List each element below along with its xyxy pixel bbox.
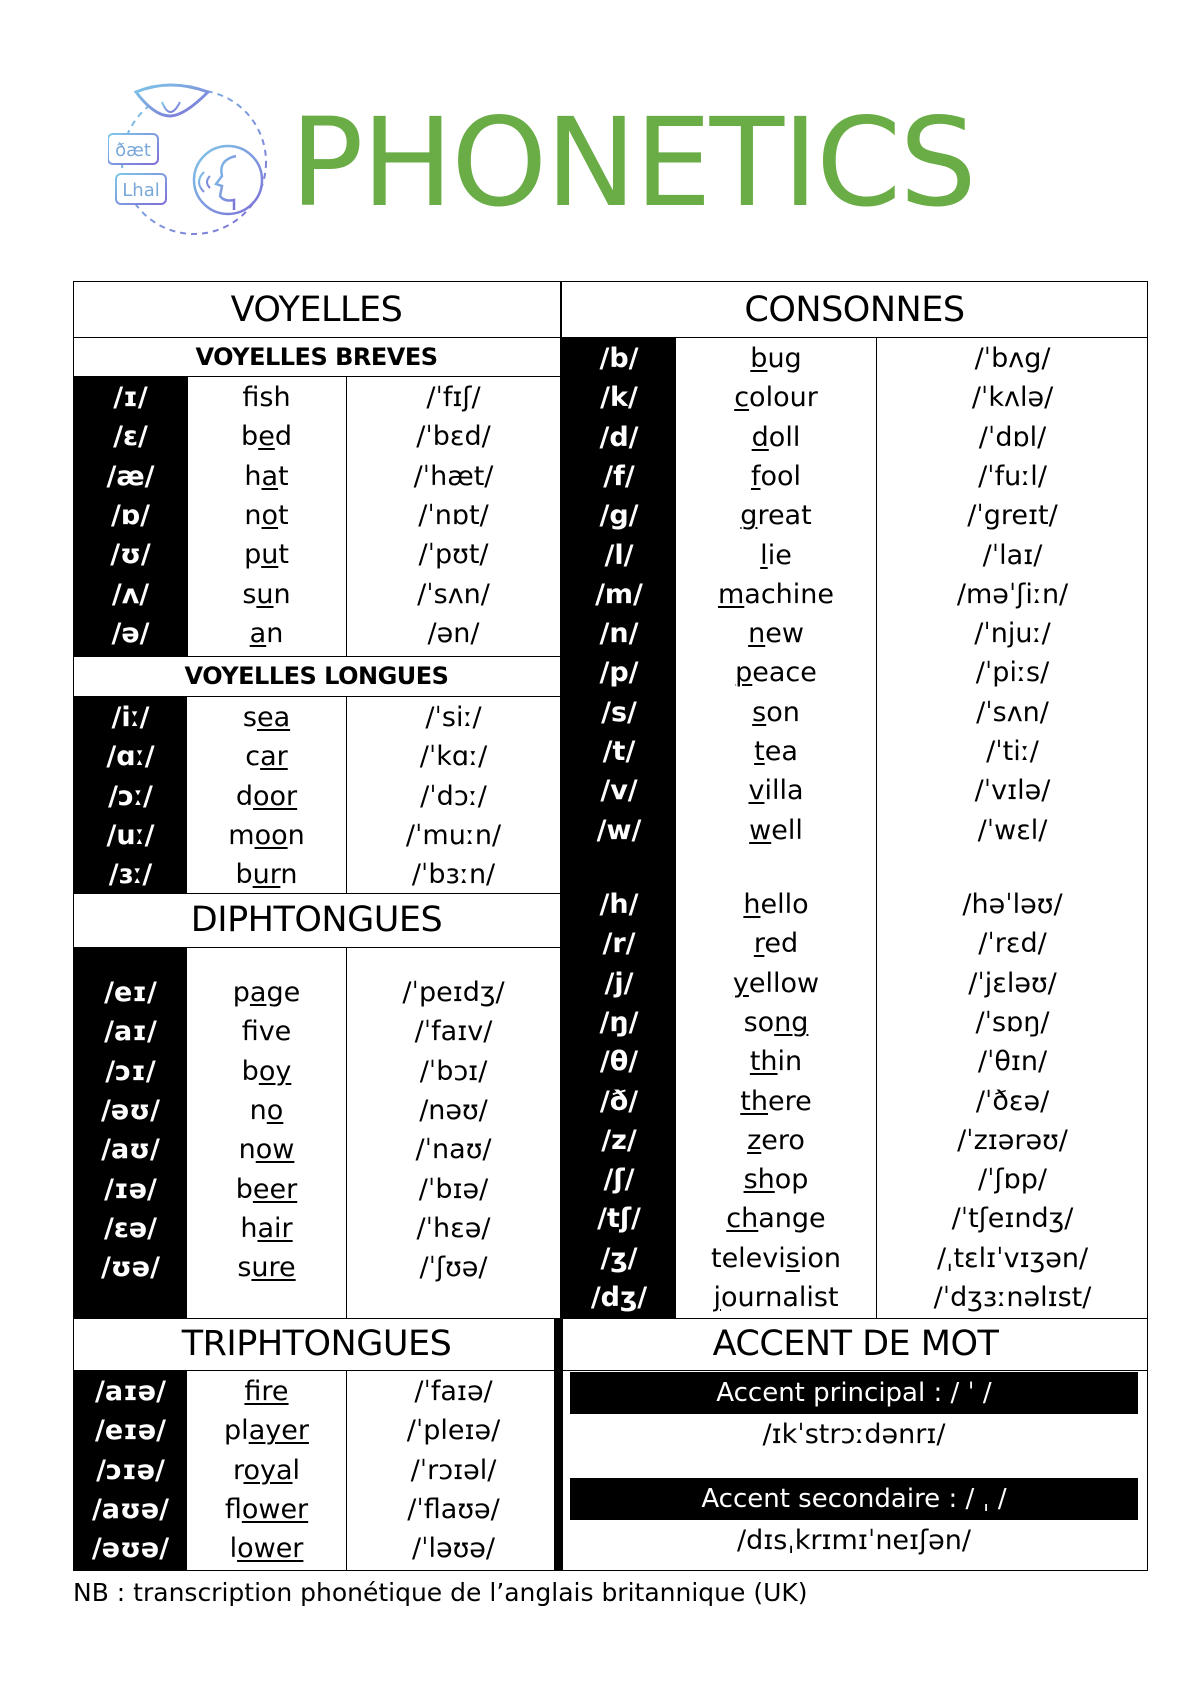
transcription: /ˈðɛə/ — [975, 1085, 1050, 1117]
example-word: no — [249, 1094, 284, 1126]
highlighted-sound: sh — [743, 1164, 775, 1196]
word-stress-title: ACCENT DE MOT — [712, 1324, 999, 1364]
consonant-row — [0, 457, 1200, 496]
consonant-row — [0, 811, 1200, 850]
example-word: red — [753, 928, 799, 960]
consonant-row — [0, 1160, 1200, 1199]
example-word: tea — [754, 736, 798, 767]
transcription: /ˈpleɪə/ — [406, 1415, 501, 1447]
highlighted-sound: j — [713, 1282, 721, 1313]
short-vowels-title: VOYELLES BREVES — [195, 343, 438, 371]
example-word: beer — [235, 1173, 298, 1205]
transcription: /ˌtɛlɪˈvɪʒən/ — [936, 1242, 1089, 1274]
ipa-symbol: /ɔɪə/ — [96, 1454, 165, 1486]
ipa-symbol: /ɑː/ — [106, 741, 155, 773]
ipa-symbol: /f/ — [603, 460, 635, 492]
highlighted-sound: s — [785, 1242, 800, 1274]
ipa-symbol: /θ/ — [599, 1046, 639, 1078]
example-word: thin — [749, 1046, 803, 1078]
transcription: /ˈmuːn/ — [405, 819, 502, 851]
transcription: /ˈhæt/ — [413, 460, 494, 492]
highlighted-sound: ayer — [248, 1415, 309, 1447]
ipa-symbol: /g/ — [599, 500, 639, 532]
transcription: /ˈfaɪə/ — [414, 1376, 493, 1407]
highlighted-sound: y — [732, 967, 749, 999]
transcription: /ˈfaɪv/ — [414, 1016, 493, 1048]
ipa-symbol: /ɜː/ — [108, 859, 153, 891]
example-word: doll — [751, 421, 801, 453]
example-word: colour — [734, 382, 818, 414]
highlighted-sound: fire — [244, 1376, 289, 1407]
consonants-title: CONSONNES — [744, 290, 965, 330]
example-word: machine — [717, 578, 835, 610]
example-word: television — [710, 1242, 841, 1274]
highlighted-sound: h — [743, 889, 761, 920]
example-word: sea — [242, 702, 291, 733]
ipa-symbol: /r/ — [602, 928, 636, 960]
highlighted-sound: ower — [241, 1493, 309, 1525]
consonant-row — [0, 378, 1200, 417]
ipa-symbol: /ɛə/ — [103, 1212, 158, 1244]
ipa-symbol: /ʊə/ — [101, 1252, 160, 1284]
highlighted-sound: g — [740, 500, 758, 532]
transcription: /həˈləʊ/ — [962, 889, 1063, 920]
example-word: zero — [747, 1124, 805, 1156]
example-word: journalist — [713, 1282, 839, 1313]
highlighted-sound: oya — [243, 1454, 293, 1486]
example-word: peace — [735, 657, 817, 689]
consonant-row — [0, 732, 1200, 771]
transcription: /ˈgreɪt/ — [967, 500, 1058, 532]
consonant-row — [0, 964, 1200, 1003]
highlighted-sound: e — [258, 421, 275, 453]
highlighted-sound: a — [249, 617, 267, 649]
page-title: PHONETICS — [290, 92, 975, 234]
transcription: /ˈpʊt/ — [418, 539, 489, 571]
triphthongs-title: TRIPHTONGUES — [181, 1324, 452, 1364]
consonant-row — [0, 693, 1200, 732]
consonant-row — [0, 339, 1200, 378]
highlighted-sound: ea — [256, 702, 291, 733]
highlighted-sound: z — [747, 1124, 762, 1156]
highlighted-sound: u — [256, 578, 274, 610]
highlighted-sound: oy — [258, 1055, 292, 1087]
transcription: /ˈsɒŋ/ — [975, 1006, 1050, 1038]
transcription: /ˈsʌn/ — [417, 578, 490, 610]
highlighted-sound: eer — [252, 1173, 298, 1205]
vowels-title: VOYELLES — [230, 290, 403, 330]
primary-stress-example: /ɪkˈstrɔːdənrɪ/ — [762, 1419, 946, 1450]
ipa-symbol: /d/ — [599, 421, 639, 453]
highlighted-sound: l — [760, 539, 768, 571]
example-word: burn — [235, 859, 298, 891]
example-word: lie — [760, 539, 792, 571]
example-word: hair — [240, 1212, 293, 1244]
highlighted-sound: ng — [774, 1006, 809, 1038]
transcription: /ˈdʒɜːnəlɪst/ — [933, 1282, 1092, 1313]
transcription: /ˈʃʊə/ — [419, 1252, 488, 1284]
example-word: fsh — [242, 382, 291, 413]
ipa-symbol: /uː/ — [106, 819, 155, 851]
footnote: NB : transcription phonétique de l’anglais britannique (UK) — [73, 1578, 808, 1607]
ipa-symbol: /ɛ/ — [113, 421, 148, 453]
transcription: /ˈbɔɪ/ — [419, 1055, 488, 1087]
transcription: /ˈfuːl/ — [978, 460, 1047, 492]
example-word: player — [224, 1415, 309, 1447]
example-word: villa — [748, 775, 804, 807]
transcription: /ˈdɒl/ — [978, 421, 1047, 453]
highlighted-sound: s — [752, 696, 767, 728]
consonant-row — [0, 1082, 1200, 1121]
ipa-symbol: /w/ — [596, 814, 642, 846]
ipa-symbol: /n/ — [599, 618, 639, 650]
ipa-symbol: /iː/ — [111, 702, 150, 733]
ipa-symbol: /ɪə/ — [104, 1173, 157, 1205]
highlighted-sound: u — [261, 539, 279, 571]
transcription: /ˈnɒt/ — [418, 499, 489, 531]
highlighted-sound: o — [266, 1094, 284, 1126]
ipa-symbol: /aʊ/ — [101, 1134, 160, 1166]
transcription: /ˈvɪlə/ — [974, 775, 1051, 807]
example-word: not — [244, 499, 289, 531]
highlighted-sound: ure — [251, 1252, 296, 1284]
example-word: moon — [228, 819, 305, 851]
ipa-symbol: /əʊə/ — [91, 1533, 170, 1565]
primary-stress-label: Accent principal : / ˈ / — [570, 1372, 1138, 1414]
example-word: fve — [241, 1016, 292, 1048]
consonant-row — [0, 653, 1200, 692]
example-word: fool — [750, 460, 802, 492]
highlighted-sound: c — [734, 382, 750, 414]
consonant-row — [0, 575, 1200, 614]
ipa-symbol: /p/ — [599, 657, 639, 689]
transcription: /məˈʃiːn/ — [956, 578, 1069, 610]
transcription: /ˈrɔɪəl/ — [410, 1454, 497, 1486]
ipa-symbol: /t/ — [602, 736, 636, 767]
example-word: well — [749, 814, 803, 846]
highlighted-sound: th — [740, 1085, 768, 1117]
ipa-symbol: /eɪə/ — [94, 1415, 167, 1447]
example-word: hat — [244, 460, 289, 492]
consonant-row — [0, 885, 1200, 924]
ipa-symbol: /tʃ/ — [597, 1203, 641, 1235]
highlighted-sound: th — [749, 1046, 778, 1078]
example-word: bed — [241, 421, 292, 453]
highlighted-sound: v — [748, 775, 765, 807]
ipa-symbol: /b/ — [599, 343, 639, 374]
long-vowels-title: VOYELLES LONGUES — [184, 662, 449, 690]
ipa-symbol: /ð/ — [599, 1085, 639, 1117]
consonant-row — [0, 1003, 1200, 1042]
transcription: /ˈkɑː/ — [419, 741, 488, 773]
ipa-symbol: /l/ — [604, 539, 634, 571]
transcription: /ən/ — [427, 617, 480, 649]
highlighted-sound: ower — [237, 1533, 304, 1565]
transcription: /ˈrɛd/ — [978, 928, 1047, 960]
highlighted-sound: p — [735, 657, 753, 689]
ipa-symbol: /eɪ/ — [104, 977, 157, 1008]
example-word: hello — [743, 889, 809, 920]
highlighted-sound: f — [750, 460, 761, 492]
consonant-row — [0, 1239, 1200, 1278]
transcription: /nəʊ/ — [419, 1094, 488, 1126]
ipa-symbol: /ɔɪ/ — [105, 1055, 156, 1087]
transcription: /ˈwɛl/ — [977, 814, 1048, 846]
example-word: put — [244, 539, 289, 571]
consonant-row — [0, 771, 1200, 810]
ipa-symbol: /ʃ/ — [603, 1164, 635, 1196]
svg-text:ðæt: ðæt — [115, 140, 151, 161]
ipa-symbol: /aɪə/ — [95, 1376, 166, 1407]
transcription: /ˈzɪərəʊ/ — [957, 1124, 1068, 1156]
transcription: /ˈsʌn/ — [976, 696, 1049, 728]
consonant-row — [0, 614, 1200, 653]
transcription: /ˈnjuː/ — [974, 618, 1051, 650]
highlighted-sound: a — [249, 977, 267, 1008]
highlighted-sound: a — [261, 460, 279, 492]
example-word: page — [232, 977, 301, 1008]
consonant-row — [0, 1042, 1200, 1081]
ipa-symbol: /aʊə/ — [91, 1493, 170, 1525]
ipa-symbol: /ʒ/ — [600, 1242, 638, 1274]
consonant-row — [0, 1199, 1200, 1238]
example-word: change — [726, 1203, 826, 1235]
highlighted-sound: w — [749, 814, 772, 846]
example-word: royal — [232, 1454, 301, 1486]
ipa-symbol: /ə/ — [111, 617, 150, 649]
consonant-row — [0, 536, 1200, 575]
ipa-symbol: /æ/ — [106, 460, 155, 492]
example-word: great — [740, 500, 812, 532]
example-word: sun — [242, 578, 291, 610]
transcription: /ˈhɛə/ — [416, 1212, 491, 1244]
transcription: /ˈlaɪ/ — [982, 539, 1043, 571]
example-word: there — [740, 1085, 812, 1117]
example-word: sure — [237, 1252, 296, 1284]
example-word: son — [752, 696, 800, 728]
transcription: /ˈnaʊ/ — [415, 1134, 492, 1166]
transcription: /ˈbʌg/ — [974, 343, 1051, 374]
highlighted-sound: m — [717, 578, 745, 610]
ipa-symbol: /ʊ/ — [110, 539, 151, 571]
example-word: shop — [743, 1164, 809, 1196]
transcription: /ˈbɛd/ — [416, 421, 491, 453]
example-word — [187, 1372, 346, 1411]
transcription: /ˈtʃeɪndʒ/ — [951, 1203, 1074, 1235]
ipa-symbol: /ŋ/ — [599, 1006, 639, 1038]
svg-text:Lhal: Lhal — [122, 180, 160, 201]
ipa-symbol: /ɪ/ — [113, 382, 148, 413]
transcription: /ˈflaʊə/ — [407, 1493, 500, 1525]
consonant-row — [0, 1278, 1200, 1317]
ipa-symbol: /s/ — [601, 696, 637, 728]
ipa-symbol: /aɪ/ — [104, 1016, 157, 1048]
transcription: /ˈpeɪdʒ/ — [402, 977, 505, 1008]
example-word: an — [249, 617, 284, 649]
transcription: /ˈfɪʃ/ — [426, 382, 481, 413]
ipa-symbol: /m/ — [595, 578, 643, 610]
ipa-symbol: /j/ — [604, 967, 634, 999]
transcription: /ˈsiː/ — [425, 702, 482, 733]
ipa-symbol: /ʌ/ — [111, 578, 150, 610]
highlighted-sound: n — [748, 618, 766, 650]
ipa-symbol: /k/ — [600, 382, 638, 414]
consonant-row — [0, 496, 1200, 535]
ipa-symbol: /dʒ/ — [590, 1282, 648, 1313]
transcription: /ˈləʊə/ — [411, 1533, 496, 1565]
consonant-row — [0, 1121, 1200, 1160]
highlighted-sound: b — [750, 343, 768, 374]
consonant-row — [0, 418, 1200, 457]
ipa-symbol: /ɒ/ — [110, 499, 151, 531]
transcription: /ˈʃɒp/ — [978, 1164, 1047, 1196]
example-word: now — [238, 1134, 295, 1166]
highlighted-sound: air — [257, 1212, 293, 1244]
highlighted-sound: ar — [260, 741, 288, 773]
highlighted-sound: oor — [253, 780, 298, 812]
example-word: car — [245, 741, 288, 773]
example-word: flower — [224, 1493, 309, 1525]
example-word: bug — [750, 343, 802, 374]
example-word: boy — [241, 1055, 292, 1087]
example-word: song — [743, 1006, 809, 1038]
highlighted-sound: oo — [254, 819, 288, 851]
example-word: new — [748, 618, 804, 650]
transcription: /ˈpiːs/ — [975, 657, 1050, 689]
highlighted-sound: ch — [726, 1203, 759, 1235]
example-word: door — [235, 780, 298, 812]
highlighted-sound: ur — [252, 859, 281, 891]
highlighted-sound: t — [754, 736, 765, 767]
example-word: yellow — [732, 967, 820, 999]
ipa-symbol: /ɔː/ — [108, 780, 153, 812]
ipa-symbol: /v/ — [600, 775, 638, 807]
transcription: /ˈjɛləʊ/ — [968, 967, 1057, 999]
diphthongs-title: DIPHTONGUES — [190, 900, 443, 940]
example-word: lower — [229, 1533, 304, 1565]
ipa-symbol: /h/ — [599, 889, 639, 920]
transcription: /ˈbɜːn/ — [411, 859, 496, 891]
consonant-row — [0, 924, 1200, 963]
highlighted-sound: r — [753, 928, 765, 960]
secondary-stress-label: Accent secondaire : / ˌ / — [570, 1478, 1138, 1520]
ipa-symbol: /əʊ/ — [101, 1094, 160, 1126]
highlighted-sound: d — [751, 421, 769, 453]
transcription: /ˈtiː/ — [986, 736, 1039, 767]
transcription: /ˈdɔː/ — [420, 780, 487, 812]
ipa-symbol: /z/ — [601, 1124, 637, 1156]
highlighted-sound: ow — [255, 1134, 295, 1166]
transcription: /ˈkʌlə/ — [971, 382, 1054, 414]
phonetics-logo — [108, 76, 276, 240]
secondary-stress-example: /dɪsˌkrɪmɪˈneɪʃən/ — [737, 1525, 971, 1556]
transcription: /ˈθɪn/ — [977, 1046, 1048, 1078]
highlighted-sound: o — [261, 499, 279, 531]
transcription: /ˈbɪə/ — [418, 1173, 489, 1205]
